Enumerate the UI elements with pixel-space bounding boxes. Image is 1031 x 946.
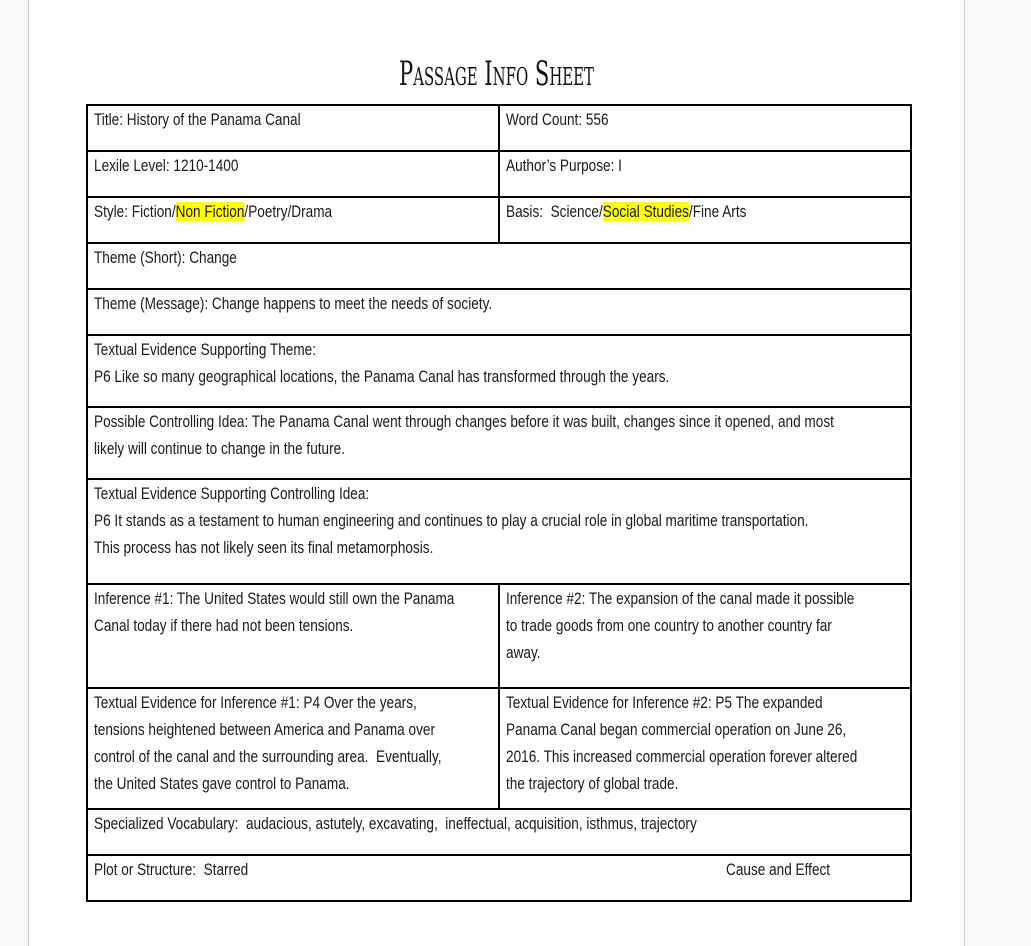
inference2-line2: to trade goods from one country to another country far: [506, 616, 832, 635]
table-row: [87, 335, 911, 407]
controlling-idea-line2: likely will continue to change in the future.: [94, 439, 345, 458]
table-row: [87, 243, 911, 289]
table-row: [87, 407, 911, 479]
authors-purpose-field: Author’s Purpose: I: [506, 156, 622, 175]
plot-structure-value: Cause and Effect: [726, 860, 831, 879]
controlling-idea-line1: Possible Controlling Idea: The Panama Canal went through changes before it was built, changes since it opened, and most: [94, 412, 834, 431]
vocabulary-field: Specialized Vocabulary: audacious, astutely, excavating, ineffectual, acquisition, isthmus, trajectory: [94, 814, 697, 833]
theme-short-cell[interactable]: [87, 243, 911, 289]
style-field: [94, 198, 332, 225]
inference1-cell[interactable]: [87, 584, 499, 688]
evidence-controlling-idea-line1: P6 It stands as a testament to human engineering and continues to play a crucial role in global maritime transportation.: [94, 511, 809, 530]
lexile-cell[interactable]: [87, 151, 499, 197]
document-page: [28, 0, 965, 946]
basis-cell[interactable]: [499, 197, 911, 243]
plot-structure-label: Plot or Structure: Starred: [94, 860, 249, 879]
basis-highlighted-option: Social Studies: [602, 202, 689, 221]
inference1-line2: Canal today if there had not been tensions.: [94, 616, 354, 635]
table-row: [87, 584, 911, 688]
evidence-theme-text: P6 Like so many geographical locations, the Panama Canal has transformed through the years.: [94, 367, 670, 386]
evidence-inference2-line1: Textual Evidence for Inference #2: P5 The expanded: [506, 693, 823, 712]
evidence-inference2-line3: 2016. This increased commercial operation forever altered: [506, 747, 858, 766]
basis-label: Basis:: [506, 202, 551, 221]
plot-structure-cell[interactable]: [87, 855, 911, 901]
evidence-controlling-idea-heading: Textual Evidence Supporting Controlling Idea:: [94, 484, 370, 503]
inference2-line3: away.: [506, 643, 541, 662]
style-prefix: Fiction/: [131, 202, 176, 221]
evidence-inference1-line1: Textual Evidence for Inference #1: P4 Over the years,: [94, 693, 417, 712]
title-field: Title: History of the Panama Canal: [94, 110, 301, 129]
evidence-inference1-line4: the United States gave control to Panama.: [94, 774, 350, 793]
theme-short-field: Theme (Short): Change: [94, 248, 237, 267]
word-count-field: Word Count: 556: [506, 110, 609, 129]
evidence-inference1-line3: control of the canal and the surrounding area. Eventually,: [94, 747, 442, 766]
vocabulary-cell[interactable]: [87, 809, 911, 855]
basis-suffix: /Fine Arts: [688, 202, 747, 221]
authors-purpose-cell[interactable]: [499, 151, 911, 197]
evidence-inference2-cell[interactable]: [499, 688, 911, 809]
inference1-line1: Inference #1: The United States would still own the Panama: [94, 589, 455, 608]
evidence-controlling-idea-line2: This process has not likely seen its final metamorphosis.: [94, 538, 434, 557]
table-row: [87, 197, 911, 243]
table-row: [87, 479, 911, 584]
basis-prefix: Science/: [550, 202, 603, 221]
table-row: [87, 688, 911, 809]
style-highlighted-option: Non Fiction: [175, 202, 245, 221]
table-row: [87, 151, 911, 197]
controlling-idea-cell[interactable]: [87, 407, 911, 479]
evidence-theme-heading: Textual Evidence Supporting Theme:: [94, 340, 317, 359]
theme-message-cell[interactable]: [87, 289, 911, 335]
table-row: [87, 855, 911, 901]
word-count-cell[interactable]: [499, 105, 911, 151]
style-suffix: /Poetry/Drama: [244, 202, 333, 221]
table-row: [87, 105, 911, 151]
evidence-inference2-line2: Panama Canal began commercial operation on June 26,: [506, 720, 847, 739]
inference2-line1: Inference #2: The expansion of the canal made it possible: [506, 589, 855, 608]
evidence-inference1-line2: tensions heightened between America and Panama over: [94, 720, 435, 739]
evidence-inference2-line4: the trajectory of global trade.: [506, 774, 679, 793]
inference2-cell[interactable]: [499, 584, 911, 688]
table-row: [87, 289, 911, 335]
passage-info-table: [86, 104, 912, 902]
evidence-inference1-cell[interactable]: [87, 688, 499, 809]
evidence-theme-cell[interactable]: [87, 335, 911, 407]
style-cell[interactable]: [87, 197, 499, 243]
style-label: Style:: [94, 202, 132, 221]
lexile-level-field: Lexile Level: 1210-1400: [94, 156, 239, 175]
title-cell[interactable]: [87, 105, 499, 151]
page-title: Passage Info Sheet: [399, 54, 594, 94]
basis-field: [506, 198, 746, 225]
table-row: [87, 809, 911, 855]
theme-message-field: Theme (Message): Change happens to meet the needs of society.: [94, 294, 493, 313]
evidence-controlling-idea-cell[interactable]: [87, 479, 911, 584]
